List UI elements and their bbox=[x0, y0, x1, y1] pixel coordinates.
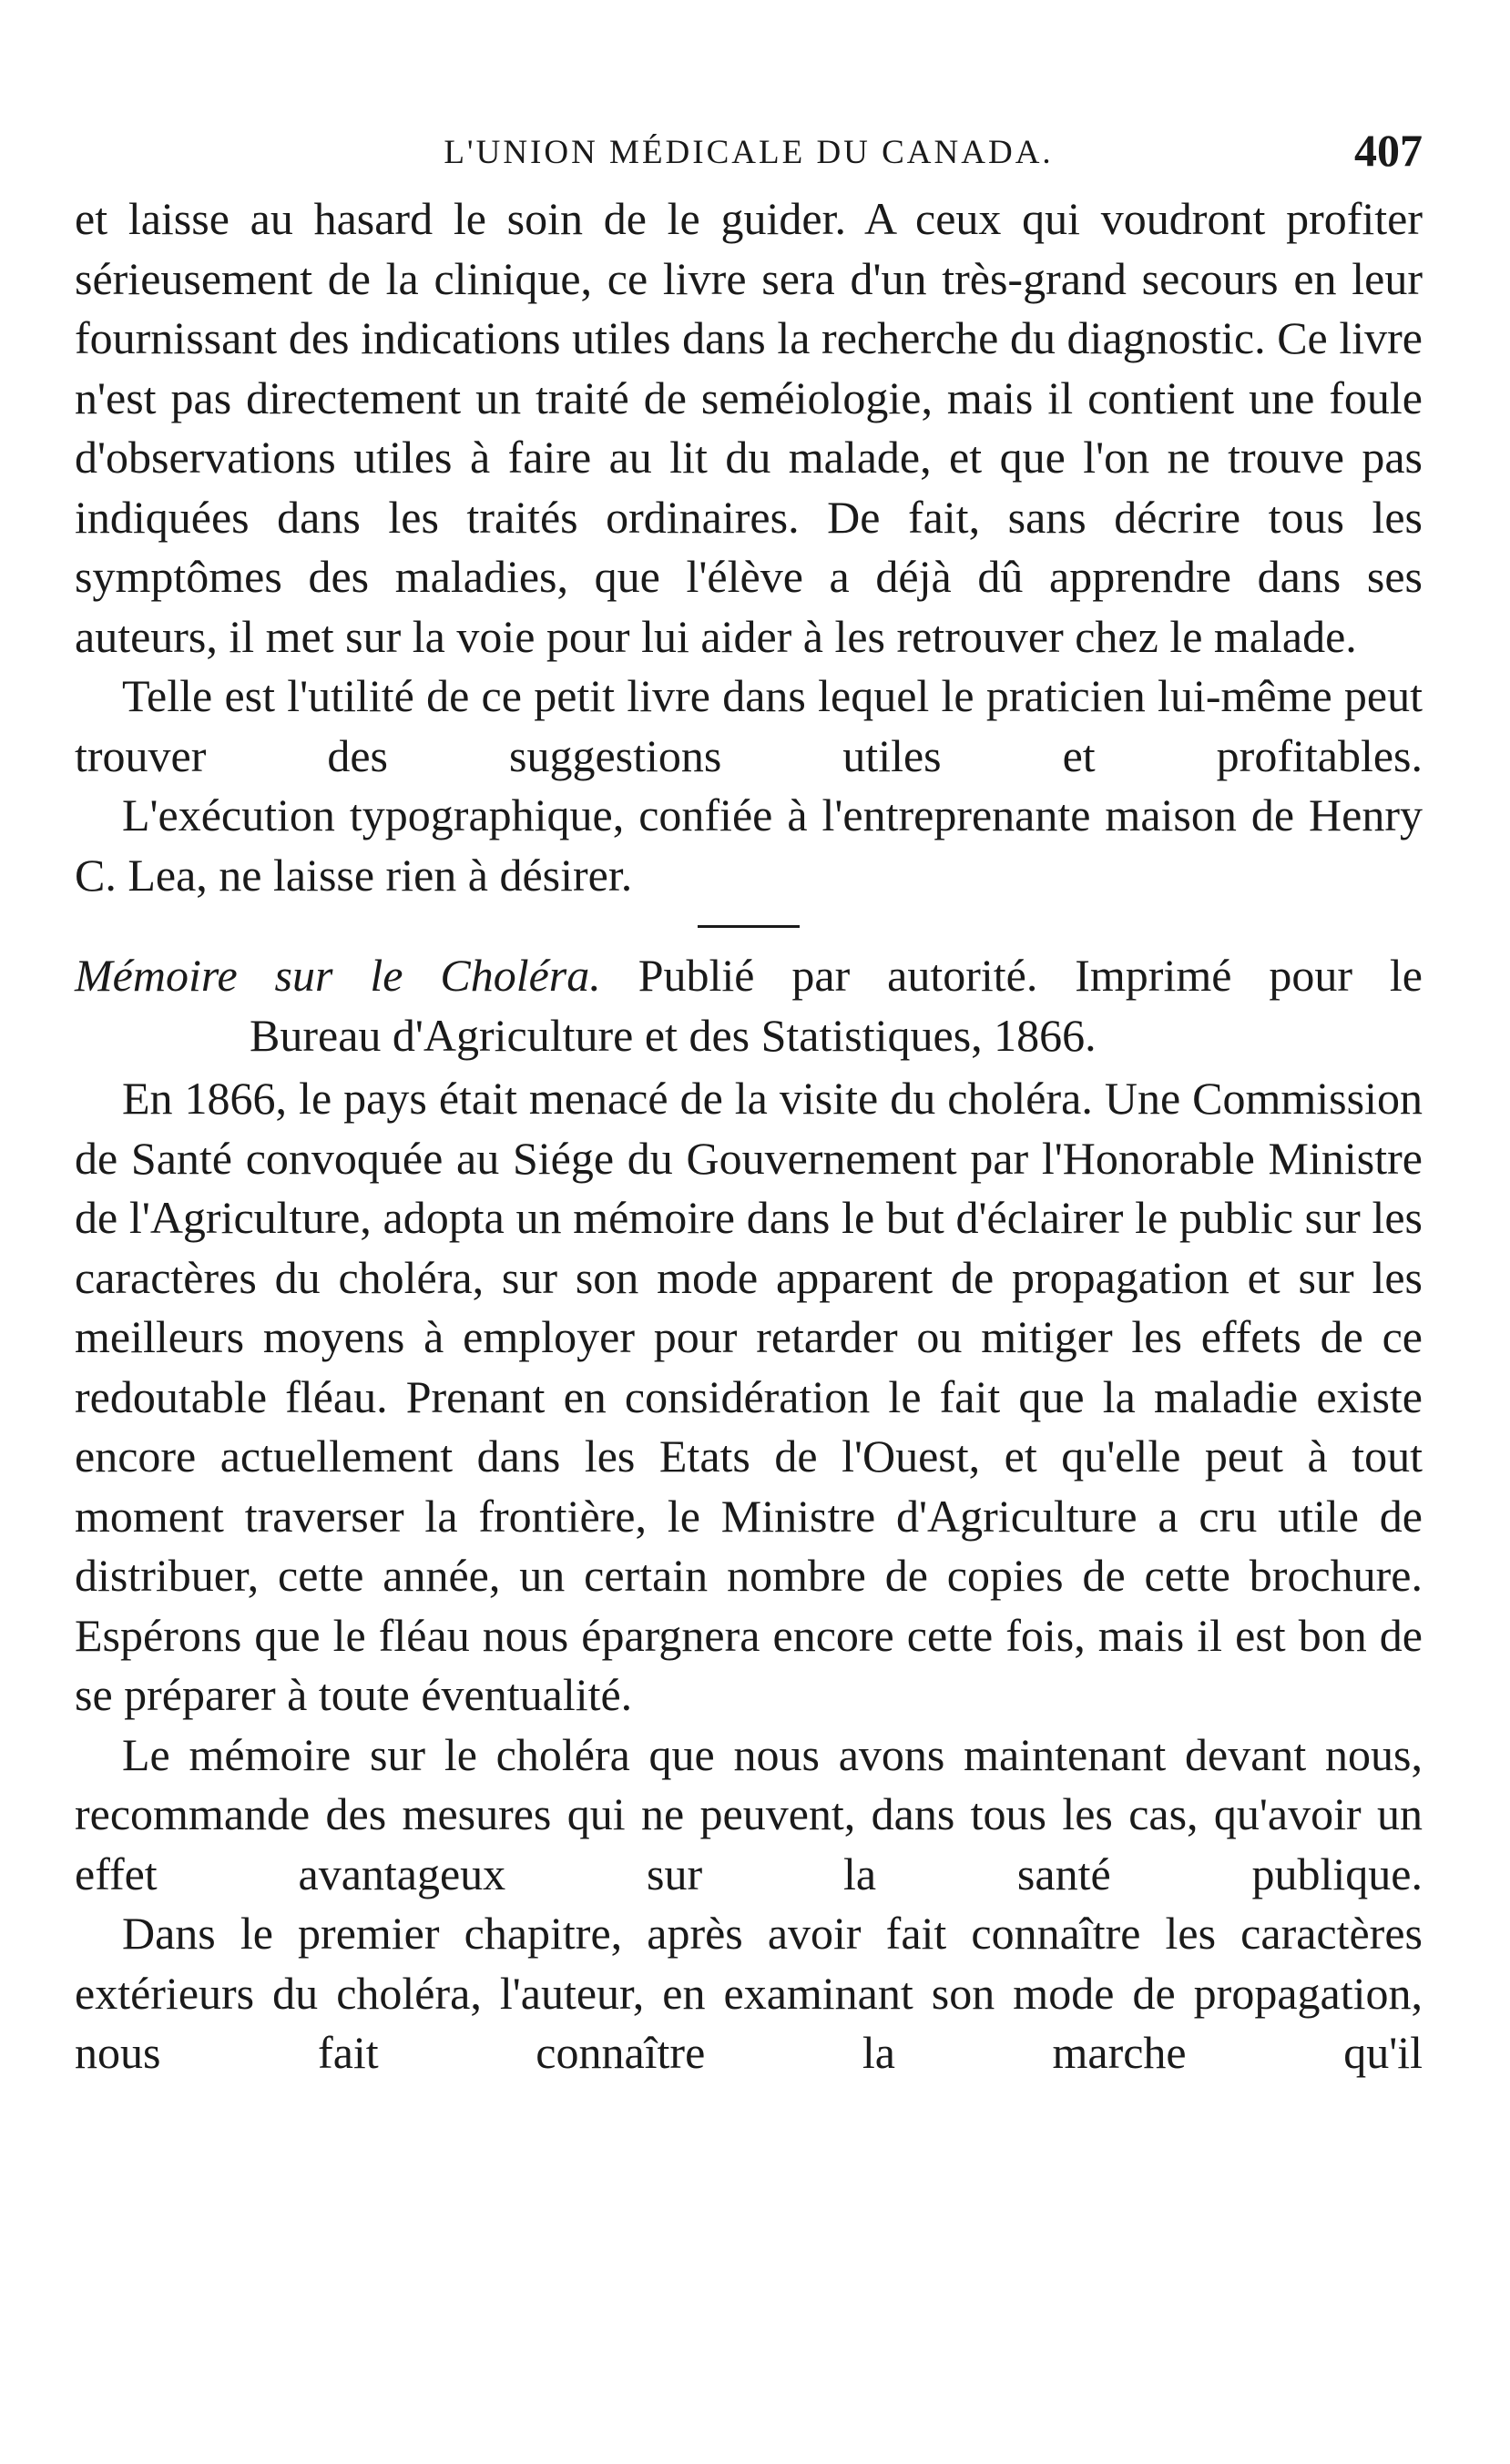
paragraph-clinique: et laisse au hasard le soin de le guider. A ceux qui voudront profiter sérieusement de la clinique, ce livre sera d'un très-grand secours en leur fournissant des indications utiles dans la recherche du diagnostic. Ce livre n'est pas directement un traité de seméiologie, mais il contient une foule d'observations utiles à faire au lit du malade, et que l'on ne trouve pas indiquées dans les traités ordinaires. De fait, sans décrire tous les symptômes des maladies, que l'élève a déjà dû apprendre dans ses auteurs, il met sur la voie pour lui aider à les retrouver chez le malade. bbox=[75, 193, 1423, 662]
section-divider bbox=[698, 925, 800, 928]
review-title-continued: Bureau d'Agriculture et des Statistiques, 1866. bbox=[250, 1009, 1097, 1061]
paragraph-execution: L'exécution typographique, confiée à l'entreprenante maison de Henry C. Lea, ne laisse rien à désirer. bbox=[75, 789, 1423, 901]
running-head bbox=[75, 117, 1423, 189]
paragraph-cholera-1866: En 1866, le pays était menacé de la visite du choléra. Une Commission de Santé convoquée au Siége du Gouvernement par l'Honorable Ministre de l'Agriculture, adopta un mémoire dans le but d'éclairer le public sur les caractères du choléra, sur son mode apparent de propagation et sur les meilleurs moyens à employer pour retarder ou mitiger les effets de ce redoutable fléau. Prenant en considération le fait que la maladie existe encore actuellement dans les Etats de l'Ouest, et qu'elle peut à tout moment traverser la frontière, le Ministre d'Agriculture a cru utile de distribuer, cette année, un certain nombre de copies de cette brochure. Espérons que le fléau nous épargnera encore cette fois, mais il est bon de se préparer à toute éventualité. bbox=[75, 1073, 1423, 1720]
page-number: 407 bbox=[1354, 125, 1423, 176]
review-title-italic: Mémoire sur le Choléra. bbox=[75, 950, 601, 1001]
paragraph-premier-chapitre: Dans le premier chapitre, après avoir fait connaître les caractères extérieurs du choléra, l'auteur, en examinant son mode de propagation, nous fait connaître la marche qu'il bbox=[75, 1908, 1423, 2078]
running-title: L'UNION MÉDICALE DU CANADA. bbox=[444, 134, 1054, 171]
review-title-rest: Publié par autorité. Imprimé pour le bbox=[600, 950, 1423, 1001]
paragraph-utilite: Telle est l'utilité de ce petit livre dans lequel le praticien lui-même peut trouver des suggestions utiles et profitables. bbox=[75, 670, 1423, 781]
paragraph-memoire: Le mémoire sur le choléra que nous avons maintenant devant nous, recommande des mesures qui ne peuvent, dans tous les cas, qu'avoir un effet avantageux sur la santé publique. bbox=[75, 1728, 1423, 1899]
review-title bbox=[75, 946, 1423, 1006]
